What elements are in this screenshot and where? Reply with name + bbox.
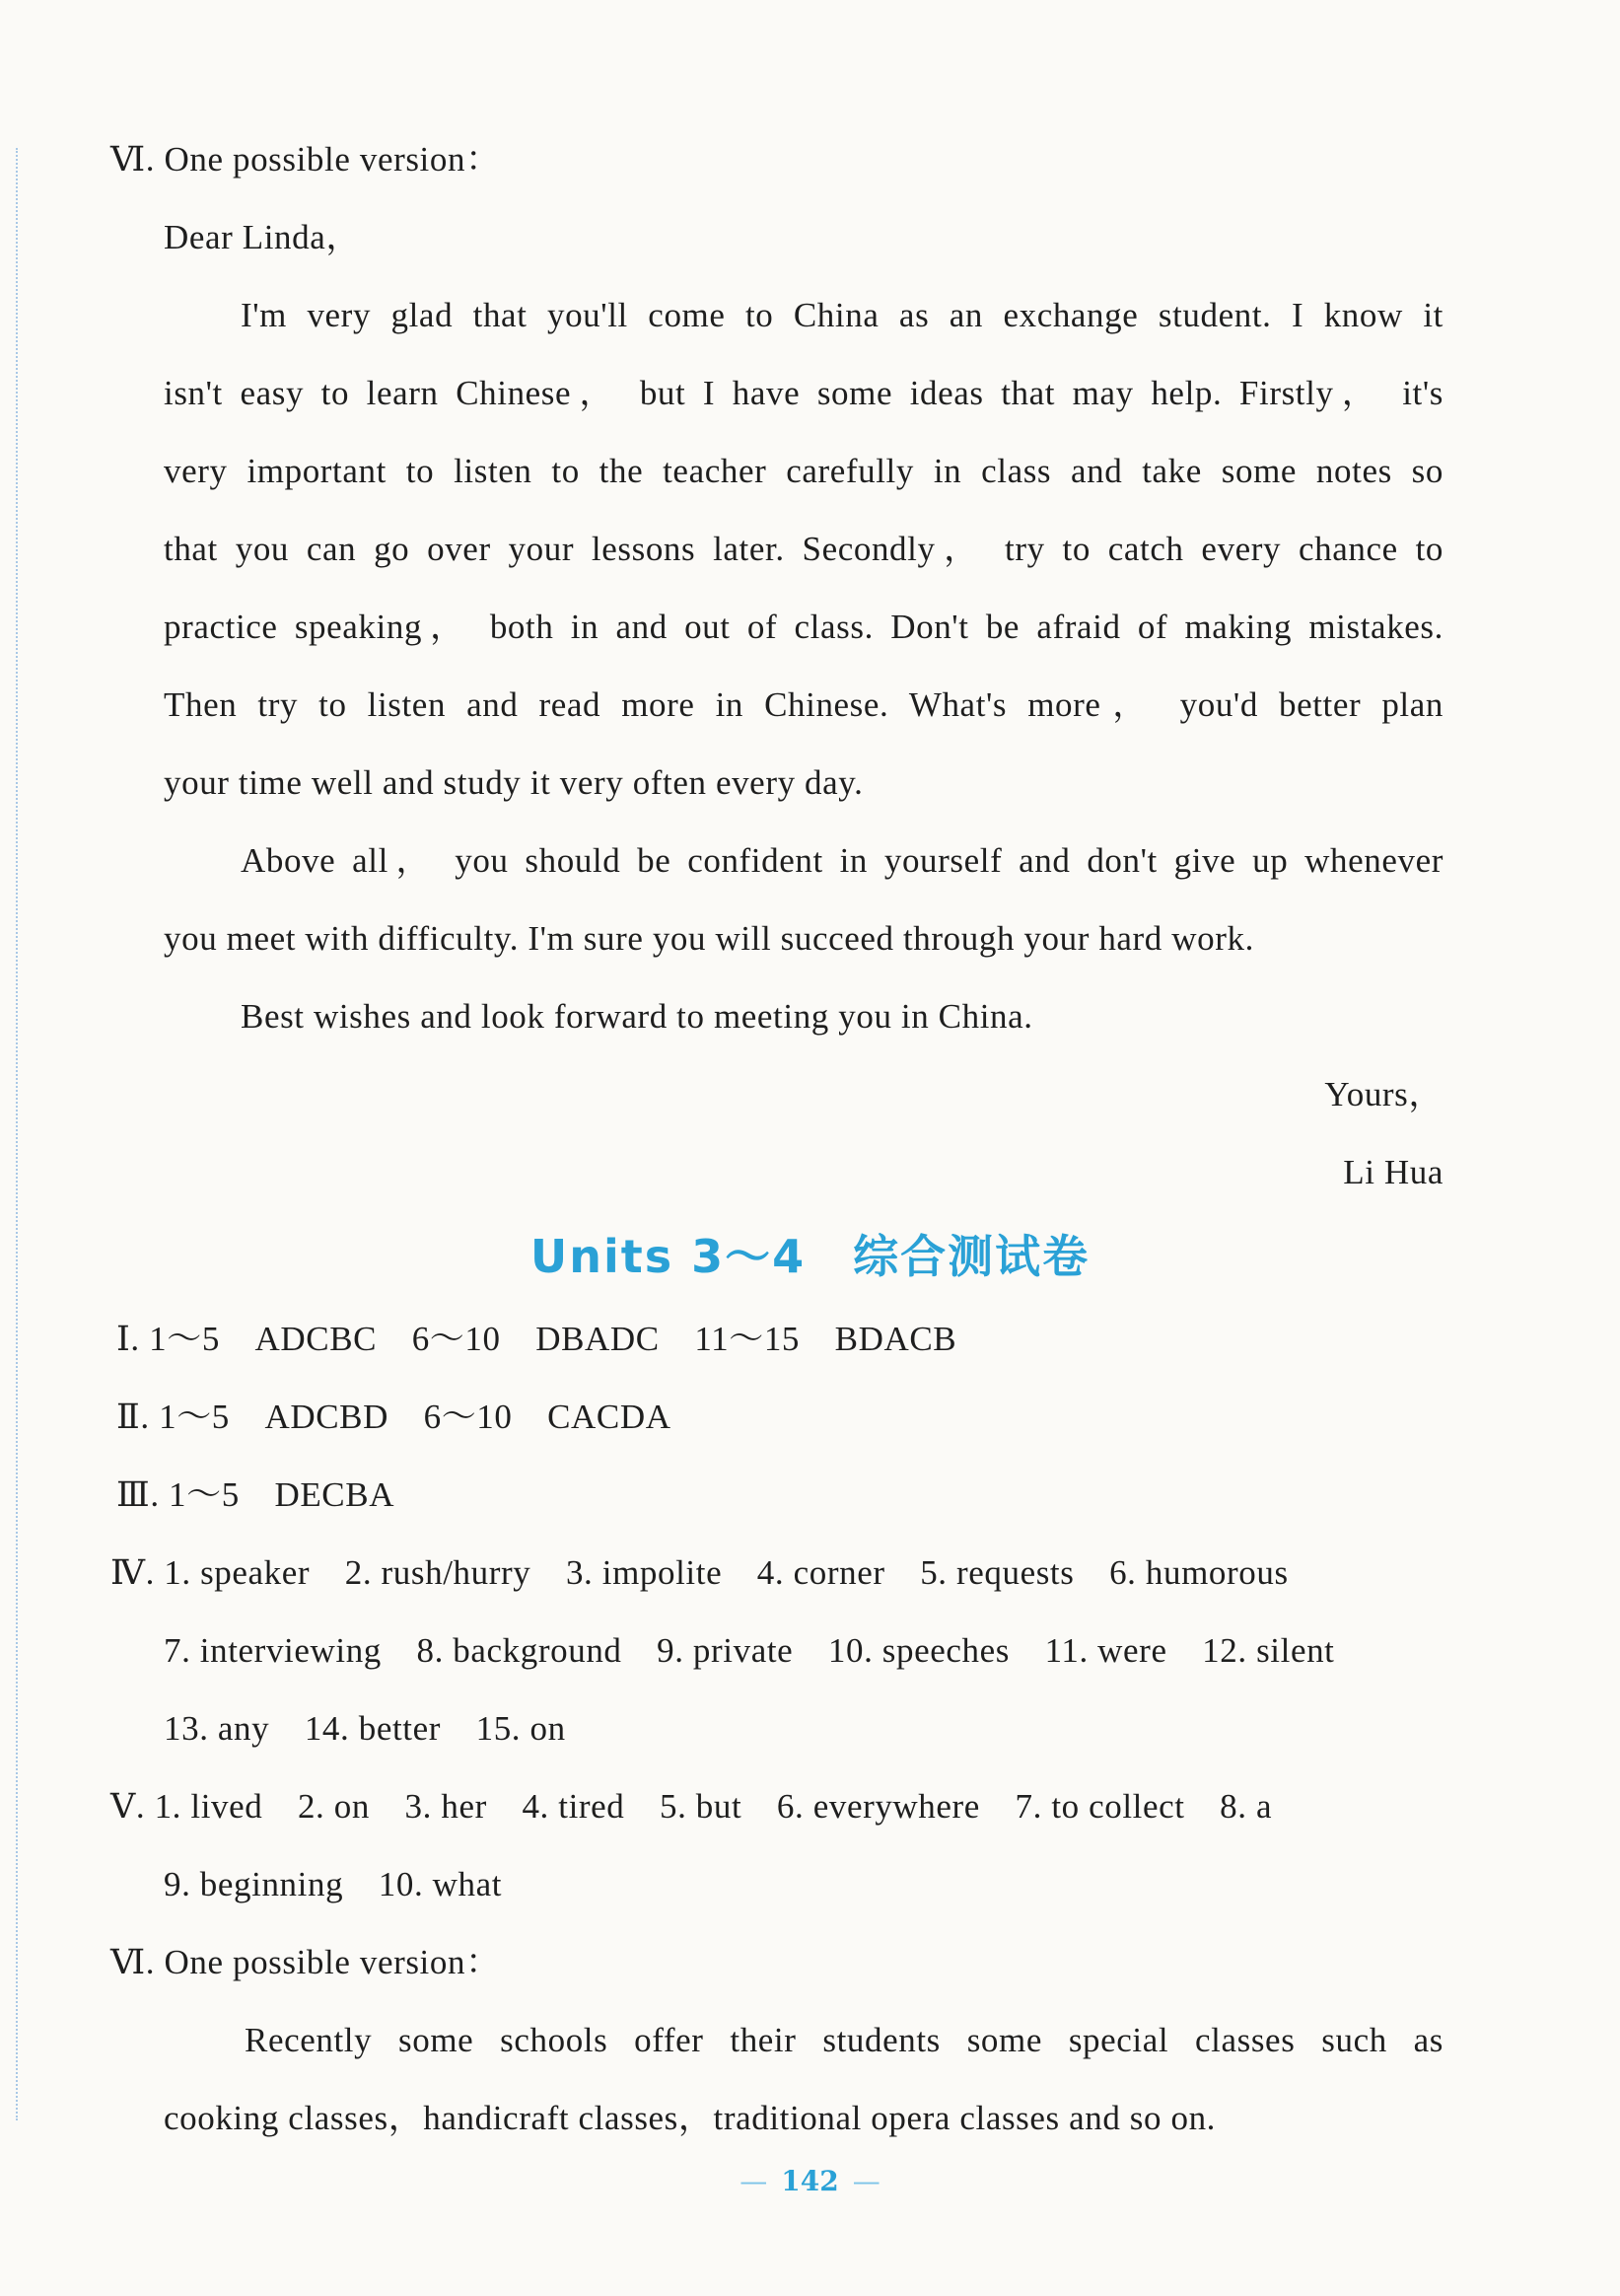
answer-row-V-cont: 9. beginning 10. what: [164, 1865, 503, 1903]
letter1-line: Then try to listen and read more in Chinese. What's more， you'd better plan: [164, 685, 1444, 724]
answer-row-III: Ⅲ. 1～5 DECBA: [116, 1475, 395, 1514]
letter1-line: your time well and study it very often every day.: [164, 763, 864, 802]
letter1-line: practice speaking， both in and out of class. Don't be afraid of making mistakes.: [164, 608, 1444, 646]
page-number-dash-right: —: [852, 2165, 880, 2197]
letter2-line: Recently some schools offer their students some special classes such as: [245, 2021, 1444, 2059]
letter1-heading: Ⅵ. One possible version：: [110, 140, 501, 179]
page-number: [0, 2165, 1620, 2197]
margin-dotted-line: [16, 148, 18, 2120]
page-number-value: 142: [781, 2165, 839, 2197]
answer-row-I: Ⅰ. 1～5 ADCBC 6～10 DBADC 11～15 BDACB: [116, 1320, 957, 1358]
letter1-line: I'm very glad that you'll come to China as an exchange student. I know it: [241, 296, 1444, 334]
page-number-dash-left: —: [740, 2165, 768, 2197]
letter2-heading: Ⅵ. One possible version：: [110, 1943, 501, 1981]
letter1-salutation: Dear Linda，: [164, 218, 361, 256]
answer-row-IV: Ⅳ. 1. speaker 2. rush/hurry 3. impolite 4. corner 5. requests 6. humorous: [110, 1553, 1289, 1592]
letter1-closing: Yours，: [1324, 1075, 1444, 1113]
answer-row-II: Ⅱ. 1～5 ADCBD 6～10 CACDA: [116, 1398, 671, 1436]
answer-row-IV-cont: 7. interviewing 8. background 9. private 10. speeches 11. were 12. silent: [164, 1631, 1335, 1670]
letter1-line: Best wishes and look forward to meeting you in China.: [241, 997, 1033, 1036]
letter1-line: Above all， you should be confident in yourself and don't give up whenever: [241, 841, 1444, 880]
answer-row-IV-cont: 13. any 14. better 15. on: [164, 1709, 566, 1748]
letter1-line: that you can go over your lessons later. Secondly， try to catch every chance to: [164, 530, 1444, 568]
letter1-line: isn't easy to learn Chinese， but I have some ideas that may help. Firstly， it's: [164, 374, 1444, 412]
letter1-line: very important to listen to the teacher carefully in class and take some notes so: [164, 452, 1444, 490]
letter1-signature: Li Hua: [1343, 1153, 1444, 1191]
letter2-line: cooking classes，handicraft classes，traditional opera classes and so on.: [164, 2099, 1217, 2137]
letter1-line: you meet with difficulty. I'm sure you will succeed through your hard work.: [164, 919, 1254, 958]
answer-row-V: Ⅴ. 1. lived 2. on 3. her 4. tired 5. but 6. everywhere 7. to collect 8. a: [110, 1787, 1273, 1826]
section-title: Units 3～4 综合测试卷: [529, 1230, 1091, 1283]
